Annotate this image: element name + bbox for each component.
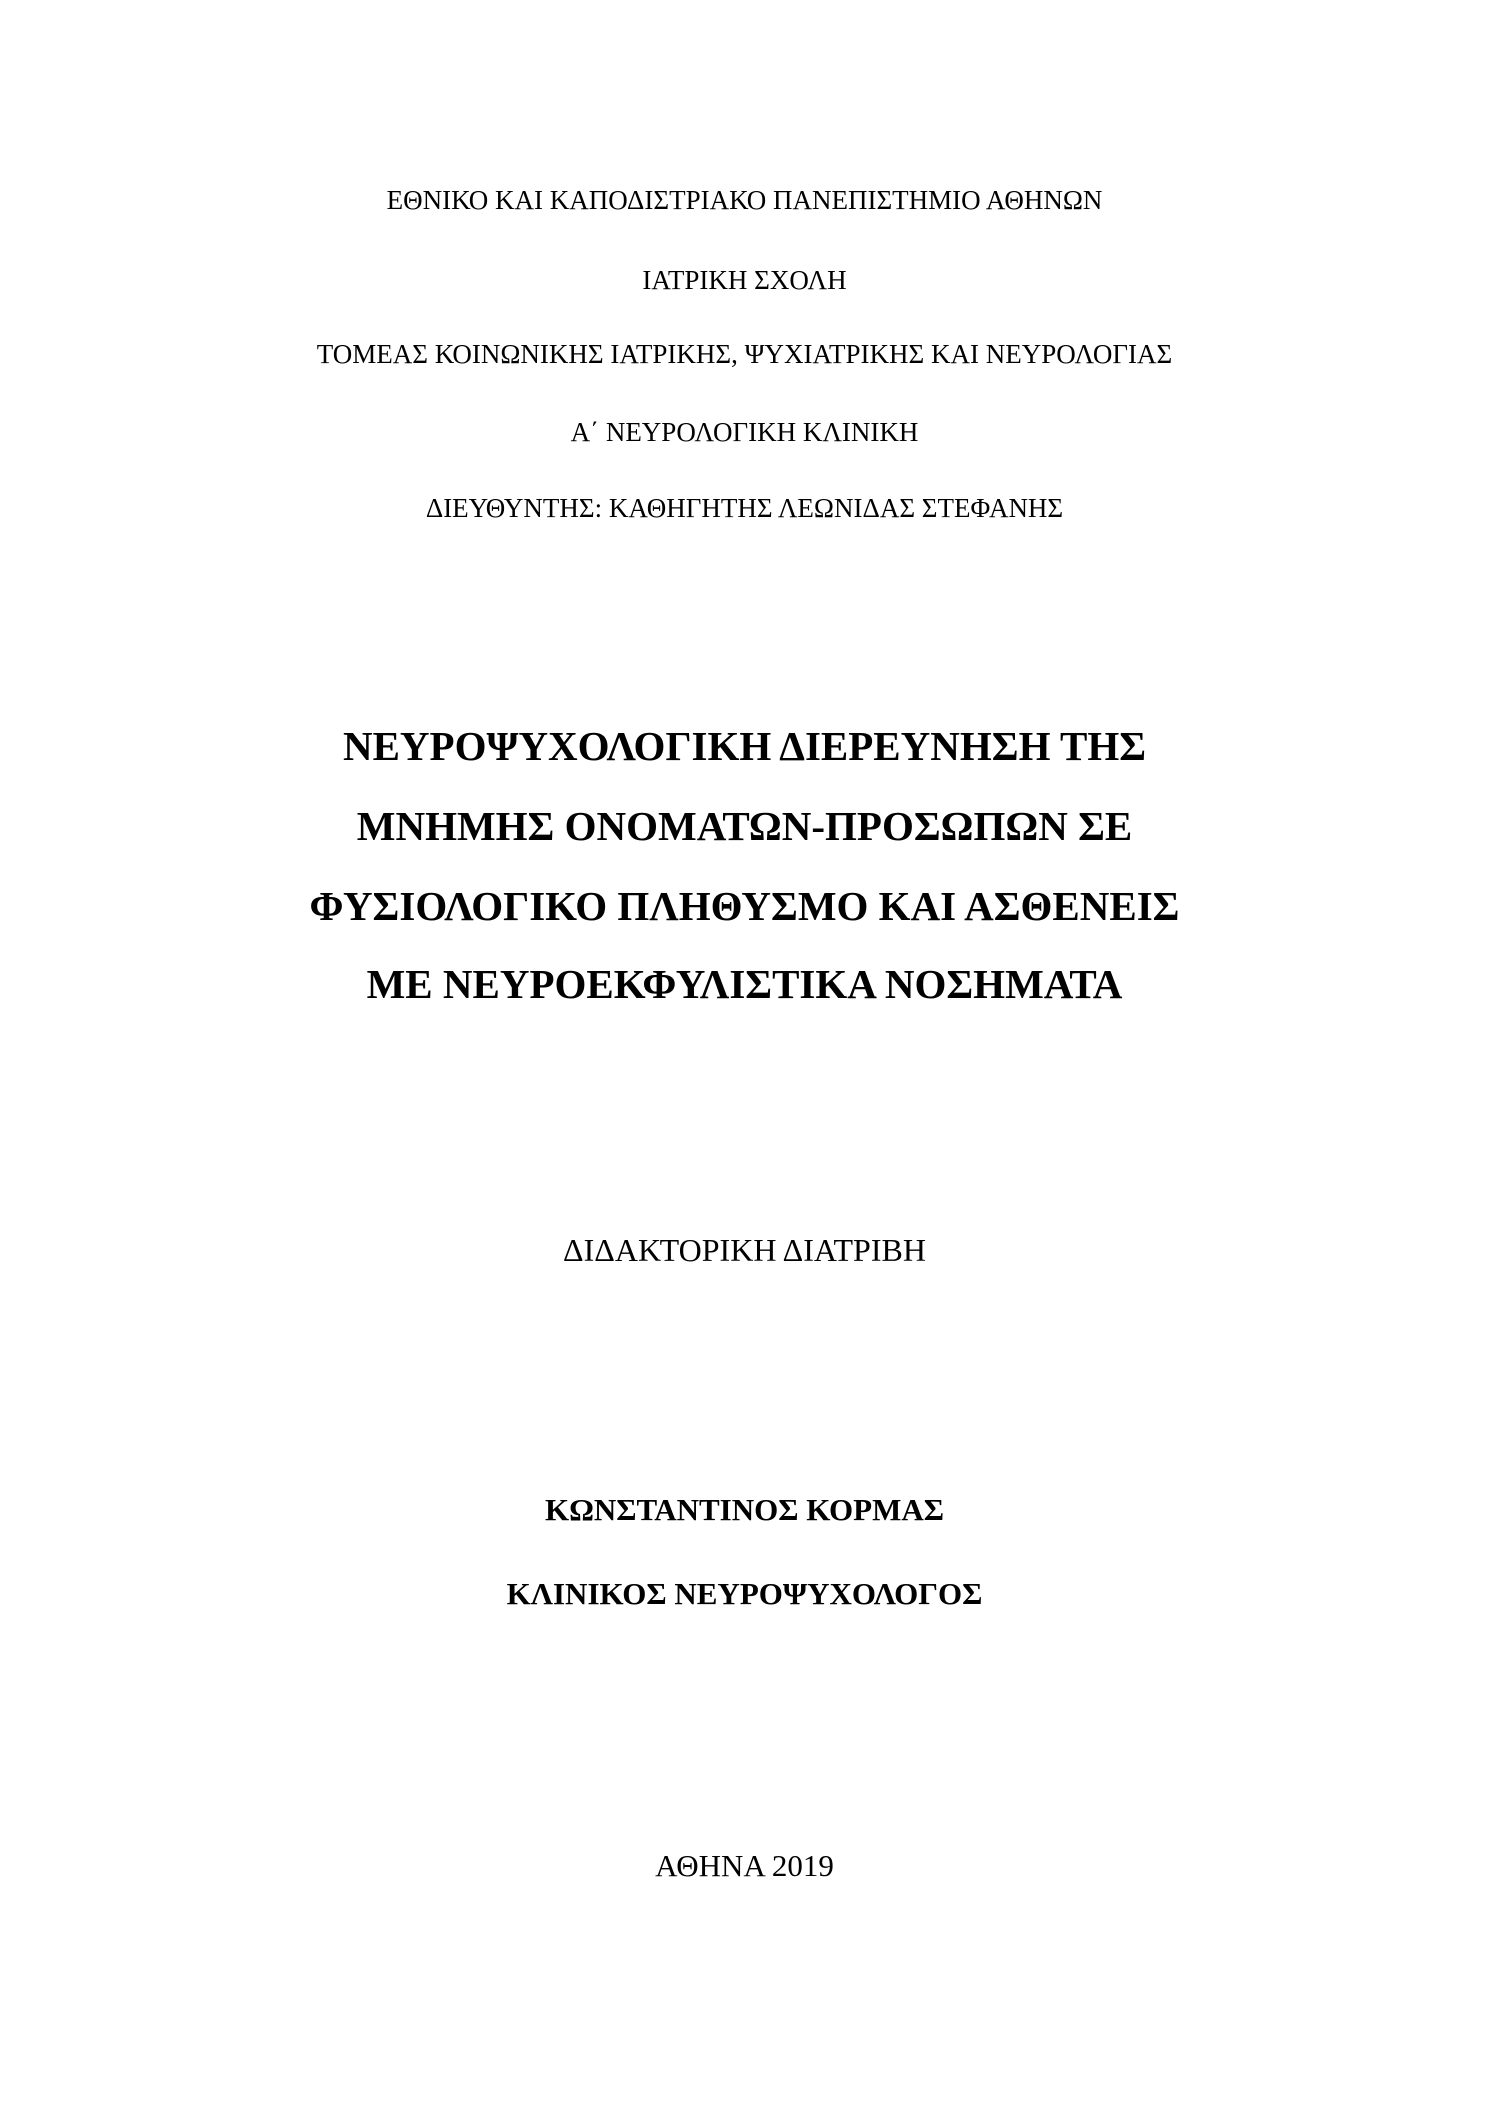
school-name: ΙΑΤΡΙΚΗ ΣΧΟΛΗ	[642, 265, 847, 295]
clinic-name: Α΄ ΝΕΥΡΟΛΟΓΙΚΗ ΚΛΙΝΙΚΗ	[570, 417, 919, 447]
thesis-title-line-1: ΝΕΥΡΟΨΥΧΟΛΟΓΙΚΗ ΔΙΕΡΕΥΝΗΣΗ ΤΗΣ	[342, 723, 1147, 769]
university-name: ΕΘΝΙΚΟ ΚΑΙ ΚΑΠΟΔΙΣΤΡΙΑΚΟ ΠΑΝΕΠΙΣΤΗΜΙΟ ΑΘΗΝΩΝ	[386, 185, 1103, 215]
document-type: ΔΙΔΑΚΤΟΡΙΚΗ ΔΙΑΤΡΙΒΗ	[563, 1232, 926, 1268]
thesis-title-line-3: ΦΥΣΙΟΛΟΓΙΚΟ ΠΛΗΘΥΣΜΟ ΚΑΙ ΑΣΘΕΝΕΙΣ	[309, 883, 1180, 929]
department-name: ΤΟΜΕΑΣ ΚΟΙΝΩΝΙΚΗΣ ΙΑΤΡΙΚΗΣ, ΨΥΧΙΑΤΡΙΚΗΣ ΚΑΙ ΝΕΥΡΟΛΟΓΙΑΣ	[316, 339, 1173, 369]
author-name: ΚΩΝΣΤΑΝΤΙΝΟΣ ΚΟΡΜΑΣ	[544, 1492, 945, 1527]
thesis-title-line-4: ΜΕ ΝΕΥΡΟΕΚΦΥΛΙΣΤΙΚΑ ΝΟΣΗΜΑΤΑ	[366, 961, 1123, 1007]
place-year: ΑΘΗΝΑ 2019	[655, 1848, 834, 1883]
author-role: ΚΛΙΝΙΚΟΣ ΝΕΥΡΟΨΥΧΟΛΟΓΟΣ	[506, 1576, 983, 1611]
thesis-title-line-2: ΜΝΗΜΗΣ ΟΝΟΜΑΤΩΝ-ΠΡΟΣΩΠΩΝ ΣΕ	[356, 803, 1133, 849]
director-line: ΔΙΕΥΘΥΝΤΗΣ: ΚΑΘΗΓΗΤΗΣ ΛΕΩΝΙΔΑΣ ΣΤΕΦΑΝΗΣ	[425, 493, 1064, 523]
